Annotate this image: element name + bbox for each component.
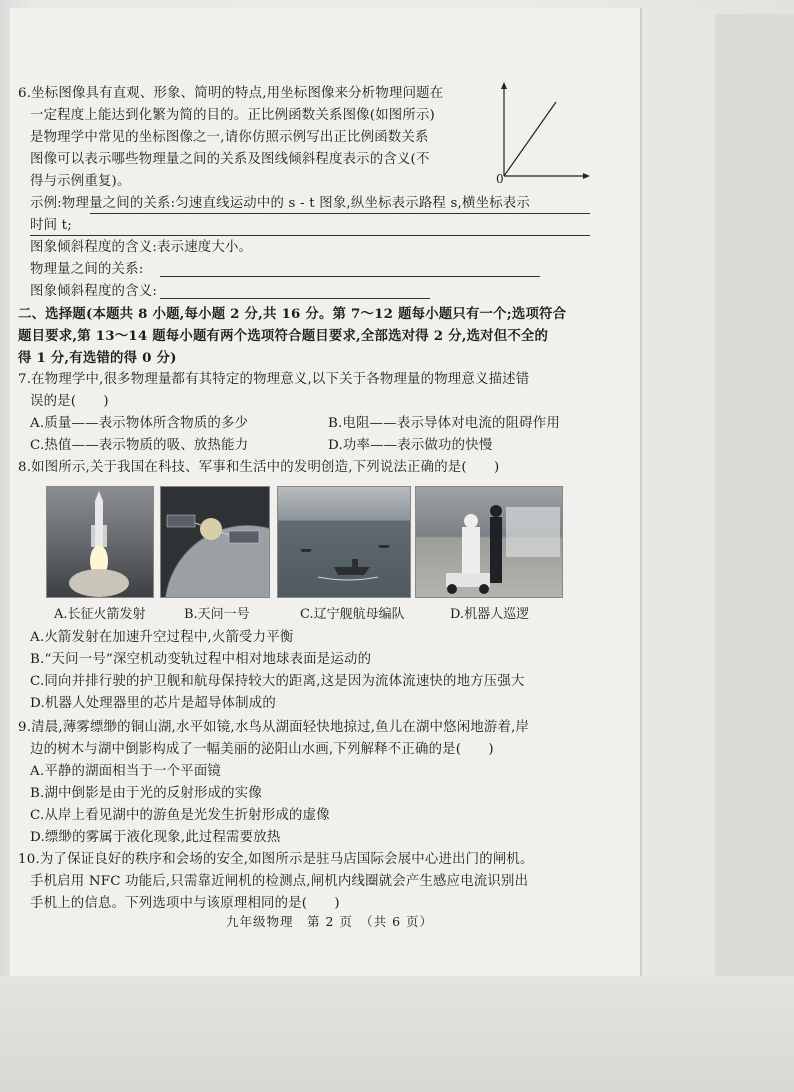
next-page-edge: [714, 14, 794, 1014]
q10-stem-2: 手机启用 NFC 功能后,只需靠近闸机的检测点,闸机内线圈就会产生感应电流识别出: [30, 874, 529, 889]
q9-option-b: B.湖中倒影是由于光的反射形成的实像: [30, 786, 262, 801]
q6-line-3: 是物理学中常见的坐标图像之一,请你仿照示例写出正比例函数关系: [30, 130, 429, 145]
caption-b: B.天问一号: [184, 607, 250, 622]
q6-line-2: 一定程度上能达到化繁为简的目的。正比例函数关系图像(如图所示): [30, 108, 435, 123]
exam-page: [10, 8, 640, 976]
q6-answer-relation-label: 物理量之间的关系:: [30, 262, 144, 277]
q7-option-c: C.热值——表示物质的吸、放热能力: [30, 438, 249, 453]
section2-line-3: 得 1 分,有选错的得 0 分): [18, 350, 177, 366]
probe-photo: [160, 486, 270, 598]
section2-line-2: 题目要求,第 13～14 题每小题有两个选项符合题目要求,全部选对得 2 分,选对但不全的: [18, 328, 549, 344]
q6-line-4: 图像可以表示哪些物理量之间的关系及图线倾斜程度表示的含义(不: [30, 152, 430, 167]
scanner-bed: [0, 976, 794, 1092]
q6-answer-slope-label: 图象倾斜程度的含义:: [30, 284, 158, 299]
section2-line-1: 二、选择题(本题共 8 小题,每小题 2 分,共 16 分。第 7～12 题每小题只有一个;选项符合: [18, 306, 567, 322]
q7-option-d: D.功率——表示做功的快慢: [328, 438, 493, 453]
q7-option-b: B.电阻——表示导体对电流的阻碍作用: [328, 416, 560, 431]
page-footer: 九年级物理 第 2 页 （共 6 页）: [226, 914, 434, 929]
q8-option-d: D.机器人处理器里的芯片是超导体制成的: [30, 696, 276, 711]
caption-a: A.长征火箭发射: [54, 607, 146, 622]
robot-photo: [415, 486, 563, 598]
q6-example-1: 示例:物理量之间的关系:匀速直线运动中的 s - t 图象,纵坐标表示路程 s,横坐标表示: [30, 196, 530, 211]
q6-line-5: 得与示例重复)。: [30, 174, 131, 189]
q7-stem-1: 7.在物理学中,很多物理量都有其特定的物理意义,以下关于各物理量的物理意义描述错: [18, 372, 530, 387]
q6-example-3: 图象倾斜程度的含义:表示速度大小。: [30, 240, 253, 255]
q7-stem-2: 误的是( ): [30, 394, 109, 409]
adjacent-page-edge: [640, 10, 715, 990]
q9-option-a: A.平静的湖面相当于一个平面镜: [30, 764, 222, 779]
q6-example-2: 时间 t;: [30, 218, 72, 233]
q6-answer-slope-blank[interactable]: [160, 298, 430, 299]
fleet-photo: [277, 486, 411, 598]
q9-option-c: C.从岸上看见湖中的游鱼是光发生折射形成的虚像: [30, 808, 330, 823]
q9-option-d: D.缥缈的雾属于液化现象,此过程需要放热: [30, 830, 281, 845]
q6-line-1: 6.坐标图像具有直观、形象、简明的特点,用坐标图像来分析物理问题在: [18, 86, 444, 101]
q8-option-a: A.火箭发射在加速升空过程中,火箭受力平衡: [30, 630, 294, 645]
q9-stem-2: 边的树木与湖中倒影构成了一幅美丽的泌阳山水画,下列解释不正确的是( ): [30, 742, 494, 757]
q8-option-b: B.“天问一号”深空机动变轨过程中相对地球表面是运动的: [30, 652, 372, 667]
graph-origin-label: 0: [496, 172, 504, 186]
rocket-photo: [46, 486, 154, 598]
q6-answer-relation-blank[interactable]: [160, 276, 540, 277]
q8-option-c: C.同向并排行驶的护卫舰和航母保持较大的距离,这是因为流体流速快的地方压强大: [30, 674, 525, 689]
caption-d: D.机器人巡逻: [450, 607, 530, 622]
q8-stem: 8.如图所示,关于我国在科技、军事和生活中的发明创造,下列说法正确的是( ): [18, 460, 500, 475]
q9-stem-1: 9.清晨,薄雾缥缈的铜山湖,水平如镜,水鸟从湖面轻快地掠过,鱼儿在湖中悠闲地游着,岸: [18, 720, 530, 735]
q10-stem-3: 手机上的信息。下列选项中与该原理相同的是( ): [30, 896, 340, 911]
proportional-graph: [494, 78, 594, 188]
q10-stem-1: 10.为了保证良好的秩序和会场的安全,如图所示是驻马店国际会展中心进出门的闸机。: [18, 852, 534, 867]
caption-c: C.辽宁舰航母编队: [300, 607, 405, 622]
q7-option-a: A.质量——表示物体所含物质的多少: [30, 416, 249, 431]
